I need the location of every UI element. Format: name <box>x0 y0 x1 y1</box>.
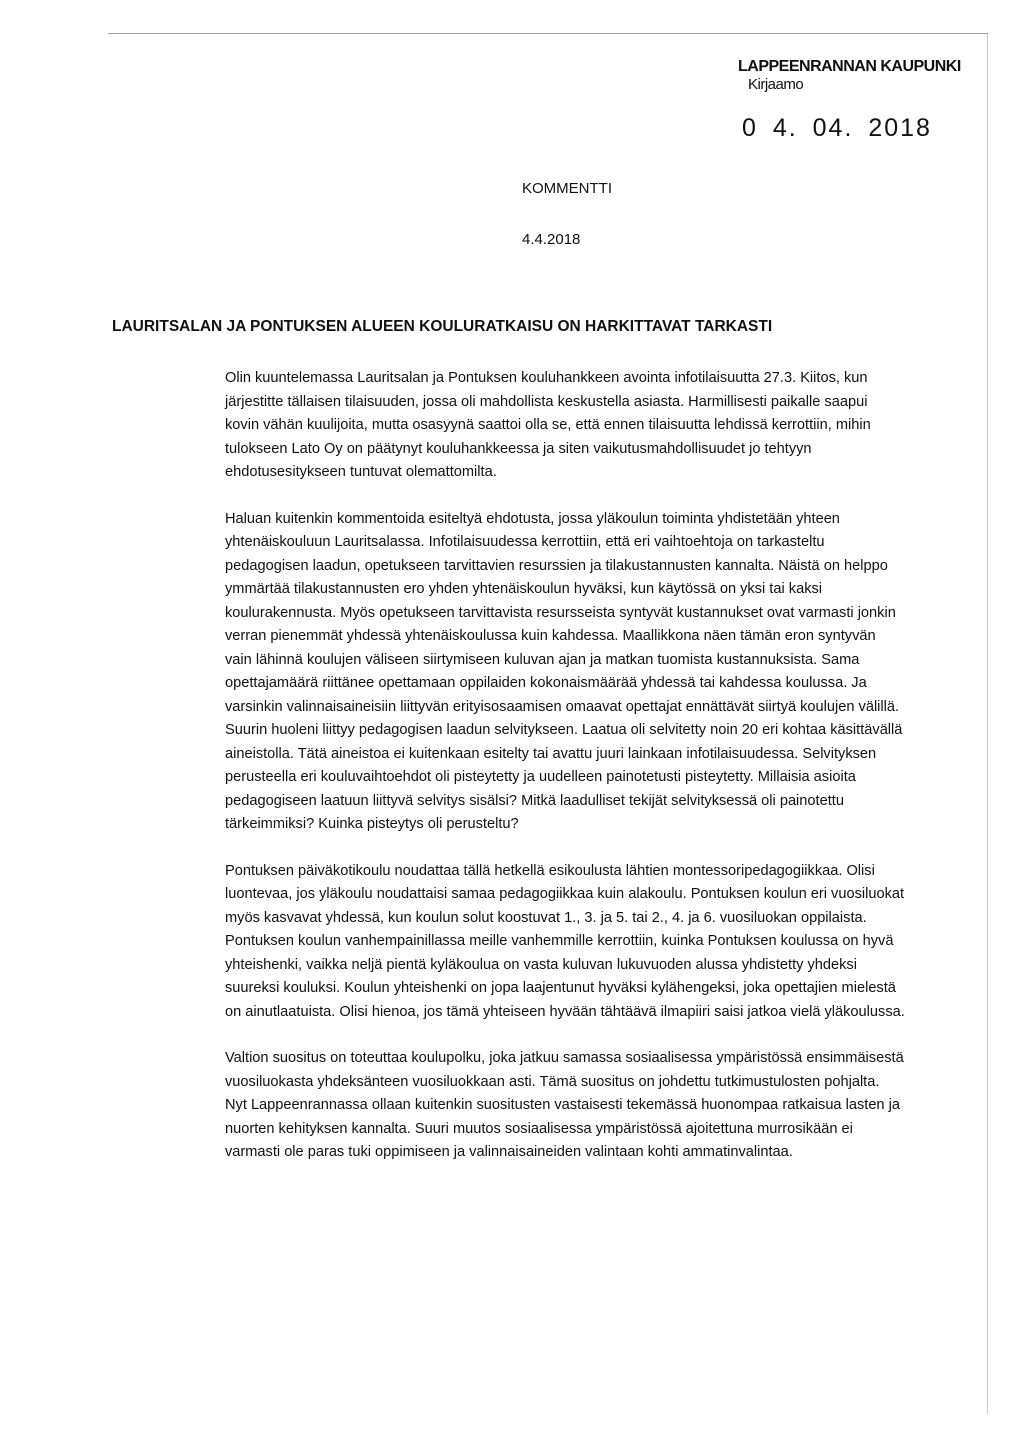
stamp-organization: LAPPEENRANNAN KAUPUNKI <box>738 58 961 75</box>
stamp-department: Kirjaamo <box>748 76 804 93</box>
scan-edge-top <box>108 33 988 34</box>
document-body <box>225 367 905 1188</box>
document-date: 4.4.2018 <box>522 231 581 248</box>
registry-stamp <box>738 58 988 94</box>
body-paragraph-2: Haluan kuitenkin kommentoida esiteltyä ehdotusta, jossa yläkoulun toiminta yhdistetään yhteen yhtenäiskouluun Lauritsalassa. Infotilaisuudessa kerrottiin, että eri vaihtoehtoja on tarkasteltu pedagogisen laadun, opetukseen tarvittavien resurssien ja tilakustannusten kannalta. Näistä on helppo ymmärtää tilakustannusten ero yhden yhtenäiskoulun hyväksi, kun käytössä on yksi tai kaksi koulurakennusta. Myös opetukseen tarvittavista resursseista syntyvät kustannukset ovat varmasti jonkin verran pienemmät yhdessä yhtenäiskoulussa kuin kahdessa. Maallikkona näen tämän eron syntyvän vain lähinnä koulujen väliseen siirtymiseen kuluvan ajan ja matkan tuomista kustannuksista. Sama opettajamäärä riittänee opettamaan oppilaiden kokonaismäärää yhdessä tai kahdessa koulussa. Ja varsinkin valinnaisaineisiin liittyvän erityisosaamisen omaavat opettajat ennättävät siirtyä koulujen välillä. Suurin huoleni liittyy pedagogisen laadun selvitykseen. Laatua oli selvitetty noin 20 eri kohtaa käsittävällä aineistolla. Tätä aineistoa ei kuitenkaan esitelty tai avattu juuri lainkaan infotilaisuudessa. Selvityksen perusteella eri kouluvaihtoehdot oli pisteytetty ja uudelleen painotetusti pisteytetty. Millaisia asioita pedagogiseen laatuun liittyvä selvitys sisälsi? Mitkä laadulliset tekijät selvityksessä oli painotettu tärkeimmiksi? Kuinka pisteytys oli perusteltu? <box>225 510 903 832</box>
body-paragraph-4: Valtion suositus on toteuttaa koulupolku, joka jatkuu samassa sosiaalisessa ympäristössä ensimmäisestä vuosiluokasta yhdeksänteen vuosiluokkaan asti. Tämä suositus on johdettu tutkimustulosten pohjalta. Nyt Lappeenrannassa ollaan kuitenkin suositusten vastaisesti tekemässä huonompaa ratkaisua lasten ja nuorten kehityksen kannalta. Suuri muutos sosiaalisessa ympäristössä ajoitettuna murrosikään ei varmasti ole paras tuki oppimiseen ja valinnaisaineiden valintaan kohti ammatinvalintaa. <box>225 1050 904 1160</box>
body-paragraph-3: Pontuksen päiväkotikoulu noudattaa tällä hetkellä esikoulusta lähtien montessoripedagogiikkaa. Olisi luontevaa, jos yläkoulu noudattaisi samaa pedagogiikkaa kuin alakoulu. Pontuksen koulun eri vuosiluokat myös kasvavat yhdessä, kun koulun solut koostuvat 1., 3. ja 5. tai 2., 4. ja 6. vuosiluokan oppilaista. Pontuksen koulun vanhempainillassa meille vanhemmille kerrottiin, kuinka Pontuksen koulussa on hyvä yhteishenki, vaikka neljä pientä kyläkoulua on vasta kuluvan lukuvuoden alussa yhdistetty yhdeksi suureksi kouluksi. Koulun yhteishenki on jopa laajentunut hyväksi kylähengeksi, joka opettajien mielestä on ainutlaatuista. Olisi hienoa, jos tämä yhteiseen hyvään tähtäävä ilmapiiri saisi jatkoa vielä yläkoulussa. <box>225 862 905 1020</box>
stamp-received-date: 0 4. 04. 2018 <box>742 114 932 142</box>
body-paragraph-1: Olin kuuntelemassa Lauritsalan ja Pontuksen kouluhankkeen avointa infotilaisuutta 27.3. Kiitos, kun järjestitte tällaisen tilaisuuden, jossa oli mahdollista keskustella asiasta. Harmillisesti paikalle saapui kovin vähän kuulijoita, mutta osasyynä saattoi olla se, että ennen tilaisuutta lehdissä kerrottiin, mihin tulokseen Lato Oy on päätynyt kouluhankkeessa ja siten vaikutusmahdollisuudet jo tehtyyn ehdotusesitykseen tuntuvat olemattomilta. <box>225 370 871 480</box>
scan-edge-right <box>987 33 988 1413</box>
document-type-label: KOMMENTTI <box>522 180 612 197</box>
document-headline: LAURITSALAN JA PONTUKSEN ALUEEN KOULURATKAISU ON HARKITTAVAT TARKASTI <box>112 318 773 335</box>
